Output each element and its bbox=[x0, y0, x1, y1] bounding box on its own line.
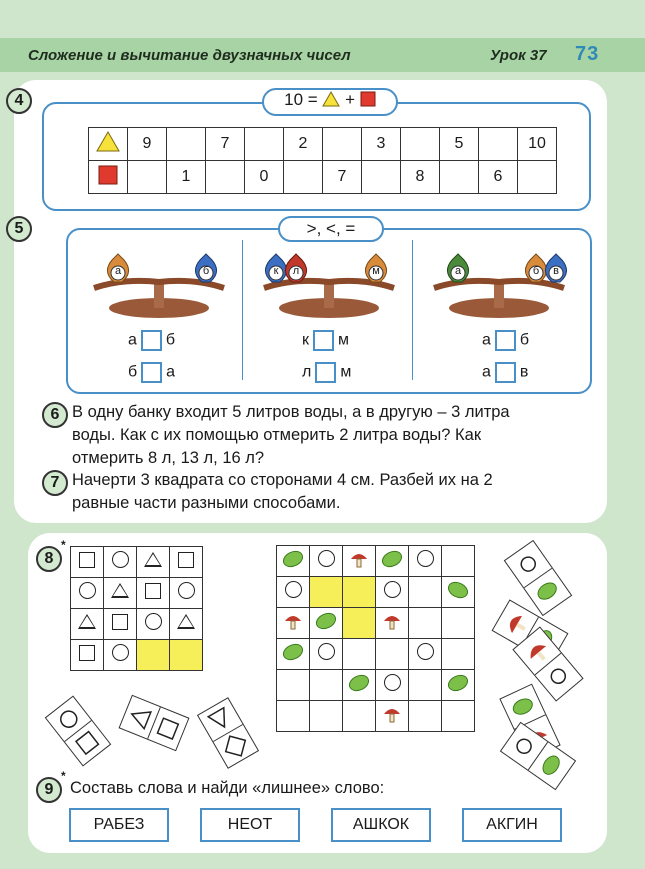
grid-cell bbox=[376, 577, 409, 608]
leaf-icon bbox=[282, 550, 304, 568]
leaf-icon bbox=[381, 550, 403, 568]
grid-cell bbox=[170, 547, 203, 578]
compare-row bbox=[302, 330, 349, 351]
bag-label: в bbox=[553, 265, 559, 277]
compare-row bbox=[302, 362, 351, 383]
square-icon bbox=[79, 552, 95, 568]
empty-yellow-cell[interactable] bbox=[343, 577, 376, 608]
circle-icon bbox=[112, 644, 129, 661]
compare-left: а bbox=[482, 331, 491, 349]
grid-cell bbox=[310, 546, 343, 577]
grid-cell bbox=[409, 577, 442, 608]
grid-cell bbox=[376, 608, 409, 639]
grid-cell bbox=[71, 547, 104, 578]
picture-grid bbox=[276, 545, 475, 732]
circle-icon bbox=[417, 550, 434, 567]
balance-scale-icon bbox=[84, 242, 234, 322]
task4-table bbox=[88, 127, 557, 194]
square-icon bbox=[178, 552, 194, 568]
compare-row bbox=[482, 362, 528, 383]
table-cell[interactable] bbox=[167, 128, 206, 161]
table-cell[interactable] bbox=[518, 161, 557, 194]
grid-cell bbox=[277, 608, 310, 639]
square-icon bbox=[112, 614, 128, 630]
triangle-row bbox=[89, 128, 557, 161]
leaf-icon bbox=[315, 612, 337, 630]
formula-left: 10 = bbox=[284, 90, 318, 109]
grid-cell bbox=[442, 639, 475, 670]
table-cell[interactable]: 7 bbox=[323, 161, 362, 194]
circle-icon bbox=[285, 581, 302, 598]
bag-label: а bbox=[114, 265, 122, 277]
circle-icon bbox=[384, 674, 401, 691]
grid-cell bbox=[277, 577, 310, 608]
task9-text: Составь слова и найди «лишнее» слово: bbox=[70, 779, 385, 797]
circle-icon bbox=[318, 643, 335, 660]
task-number-4: 4 bbox=[6, 88, 32, 114]
compare-row bbox=[482, 330, 529, 351]
table-cell[interactable]: 9 bbox=[128, 128, 167, 161]
circle-icon bbox=[178, 582, 195, 599]
star-mark: * bbox=[61, 769, 66, 783]
circle-icon bbox=[417, 643, 434, 660]
mushroom-icon bbox=[382, 704, 402, 724]
grid-cell bbox=[409, 608, 442, 639]
divider bbox=[412, 240, 413, 380]
table-cell[interactable] bbox=[206, 161, 245, 194]
compare-box[interactable] bbox=[141, 330, 162, 351]
table-cell[interactable]: 2 bbox=[284, 128, 323, 161]
empty-yellow-cell[interactable] bbox=[137, 640, 170, 671]
grid-cell bbox=[104, 609, 137, 640]
grid-cell bbox=[376, 670, 409, 701]
page-number: 73 bbox=[575, 43, 600, 65]
text-line: Начерти 3 квадрата со сторонами 4 см. Разбей их на 2 bbox=[72, 471, 493, 489]
compare-right: б bbox=[165, 331, 176, 349]
grid-cell bbox=[170, 578, 203, 609]
table-cell[interactable]: 5 bbox=[440, 128, 479, 161]
compare-left: к bbox=[302, 331, 309, 349]
table-cell[interactable] bbox=[362, 161, 401, 194]
compare-box[interactable] bbox=[495, 330, 516, 351]
grid-cell bbox=[277, 701, 310, 732]
table-cell[interactable]: 7 bbox=[206, 128, 245, 161]
leaf-icon bbox=[447, 581, 469, 599]
balance-scale-icon bbox=[424, 242, 574, 322]
triangle-icon bbox=[144, 552, 162, 567]
task-number-5: 5 bbox=[6, 216, 32, 242]
topic-title: Сложение и вычитание двузначных чисел bbox=[28, 47, 351, 64]
mushroom-icon bbox=[283, 611, 303, 631]
grid-cell bbox=[104, 640, 137, 671]
bag-label: а bbox=[454, 265, 462, 277]
grid-cell bbox=[310, 608, 343, 639]
text-line: отмерить 8 л, 13 л, 16 л? bbox=[72, 449, 265, 467]
square-icon bbox=[360, 91, 376, 107]
table-cell[interactable]: 0 bbox=[245, 161, 284, 194]
compare-box[interactable] bbox=[141, 362, 162, 383]
grid-cell bbox=[104, 578, 137, 609]
row-icon-cell bbox=[89, 128, 128, 161]
compare-row bbox=[128, 362, 175, 383]
task-number-6: 6 bbox=[42, 402, 68, 428]
lesson-label: Урок 37 bbox=[490, 47, 547, 64]
square-row bbox=[89, 161, 557, 194]
task-number-7: 7 bbox=[42, 470, 68, 496]
task-number-8: 8 bbox=[36, 546, 62, 572]
grid-cell bbox=[343, 546, 376, 577]
table-cell[interactable] bbox=[245, 128, 284, 161]
grid-cell bbox=[310, 639, 343, 670]
triangle-icon bbox=[78, 614, 96, 629]
grid-cell bbox=[277, 546, 310, 577]
grid-cell bbox=[376, 701, 409, 732]
grid-cell bbox=[409, 670, 442, 701]
grid-cell bbox=[137, 578, 170, 609]
circle-icon bbox=[384, 581, 401, 598]
grid-cell bbox=[376, 546, 409, 577]
grid-cell bbox=[442, 670, 475, 701]
grid-cell bbox=[277, 670, 310, 701]
table-cell[interactable]: 6 bbox=[479, 161, 518, 194]
word-card[interactable]: РАБЕЗ bbox=[69, 808, 169, 842]
leaf-icon bbox=[447, 674, 469, 692]
grid-cell bbox=[376, 639, 409, 670]
text-line: В одну банку входит 5 литров воды, а в другую – 3 литра bbox=[72, 403, 510, 421]
table-cell[interactable]: 3 bbox=[362, 128, 401, 161]
grid-cell bbox=[442, 608, 475, 639]
table-cell[interactable] bbox=[440, 161, 479, 194]
table-cell[interactable]: 10 bbox=[518, 128, 557, 161]
grid-cell bbox=[343, 701, 376, 732]
empty-yellow-cell[interactable] bbox=[343, 608, 376, 639]
grid-cell bbox=[104, 547, 137, 578]
compare-box[interactable] bbox=[495, 362, 516, 383]
word-card[interactable]: АШКОК bbox=[331, 808, 431, 842]
circle-icon bbox=[145, 613, 162, 630]
circle-icon bbox=[79, 582, 96, 599]
bag-label: м bbox=[372, 265, 380, 277]
grid-cell bbox=[277, 639, 310, 670]
task6-text bbox=[72, 401, 592, 470]
grid-cell bbox=[442, 577, 475, 608]
table-cell[interactable] bbox=[284, 161, 323, 194]
task-number-9: 9 bbox=[36, 777, 62, 803]
task4-formula bbox=[262, 88, 398, 116]
grid-cell bbox=[409, 701, 442, 732]
compare-left: б bbox=[128, 363, 138, 381]
compare-right: м bbox=[338, 331, 349, 349]
compare-box[interactable] bbox=[315, 362, 336, 383]
mushroom-icon bbox=[382, 611, 402, 631]
bag-label: б bbox=[202, 265, 210, 277]
text-line: воды. Как с их помощью отмерить 2 литра воды? Как bbox=[72, 426, 482, 444]
square-icon bbox=[145, 583, 161, 599]
word-card[interactable]: АКГИН bbox=[462, 808, 562, 842]
table-cell[interactable]: 1 bbox=[167, 161, 206, 194]
table-cell[interactable] bbox=[128, 161, 167, 194]
compare-box[interactable] bbox=[313, 330, 334, 351]
grid-cell bbox=[409, 639, 442, 670]
star-mark: * bbox=[61, 538, 66, 552]
triangle-icon bbox=[96, 131, 120, 152]
task7-text bbox=[72, 469, 592, 515]
balance-scale-icon bbox=[254, 242, 404, 322]
compare-right: б bbox=[519, 331, 530, 349]
grid-cell bbox=[310, 701, 343, 732]
grid-cell bbox=[137, 609, 170, 640]
compare-right: м bbox=[340, 363, 352, 381]
grid-cell bbox=[137, 547, 170, 578]
grid-cell bbox=[71, 578, 104, 609]
circle-icon bbox=[318, 550, 335, 567]
grid-cell bbox=[442, 546, 475, 577]
word-card[interactable]: НЕОТ bbox=[200, 808, 300, 842]
triangle-icon bbox=[177, 614, 195, 629]
leaf-icon bbox=[348, 674, 370, 692]
empty-yellow-cell[interactable] bbox=[310, 577, 343, 608]
compare-left: а bbox=[482, 363, 491, 381]
table-cell[interactable] bbox=[401, 128, 440, 161]
grid-cell bbox=[442, 701, 475, 732]
bag-label: л bbox=[292, 265, 300, 277]
mushroom-icon bbox=[349, 549, 369, 569]
square-icon bbox=[79, 645, 95, 661]
circle-icon bbox=[112, 551, 129, 568]
compare-row bbox=[128, 330, 175, 351]
triangle-icon bbox=[111, 583, 129, 598]
table-cell[interactable]: 8 bbox=[401, 161, 440, 194]
table-cell[interactable] bbox=[323, 128, 362, 161]
text-line: равные части разными способами. bbox=[72, 494, 341, 512]
grid-cell bbox=[170, 609, 203, 640]
leaf-icon bbox=[282, 643, 304, 661]
compare-left: а bbox=[128, 331, 137, 349]
grid-cell bbox=[343, 639, 376, 670]
task5-symbols: >, <, = bbox=[278, 216, 384, 242]
square-icon bbox=[98, 165, 118, 185]
triangle-icon bbox=[322, 91, 340, 107]
compare-right: в bbox=[519, 363, 529, 381]
grid-cell bbox=[310, 670, 343, 701]
bag-label: к bbox=[273, 265, 279, 277]
formula-plus: + bbox=[345, 90, 356, 109]
grid-cell bbox=[71, 609, 104, 640]
compare-right: а bbox=[166, 363, 176, 381]
page-header bbox=[0, 38, 645, 72]
shape-grid bbox=[70, 546, 203, 671]
row-icon-cell bbox=[89, 161, 128, 194]
empty-yellow-cell[interactable] bbox=[170, 640, 203, 671]
grid-cell bbox=[409, 546, 442, 577]
compare-left: л bbox=[302, 363, 312, 381]
grid-cell bbox=[71, 640, 104, 671]
grid-cell bbox=[343, 670, 376, 701]
divider bbox=[242, 240, 243, 380]
bag-label: б bbox=[532, 265, 540, 277]
table-cell[interactable] bbox=[479, 128, 518, 161]
